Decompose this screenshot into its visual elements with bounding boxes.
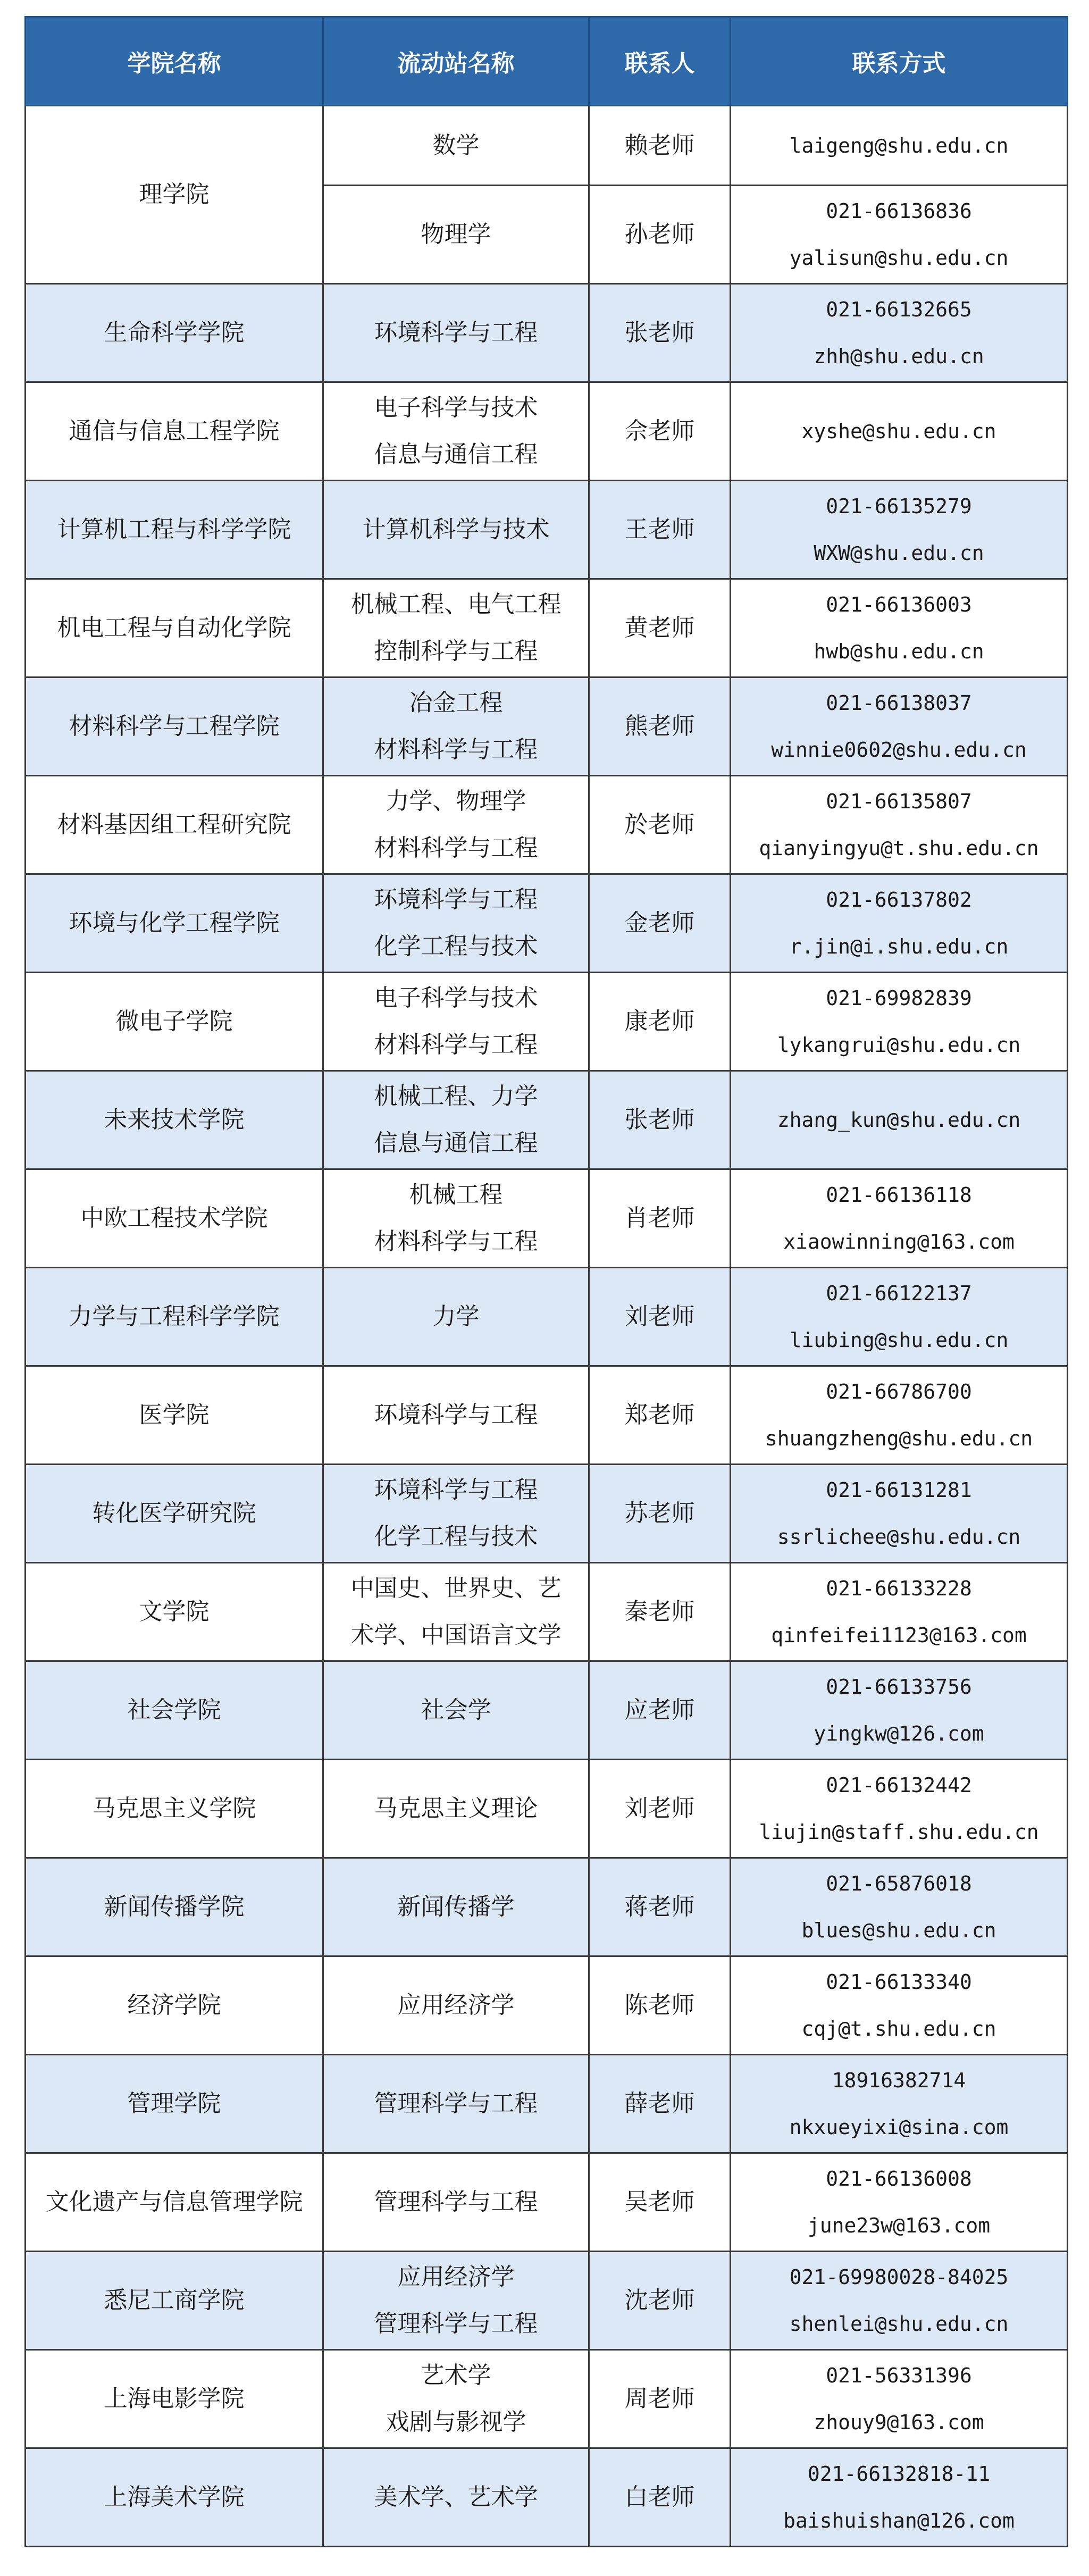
station-line: 电子科学与技术	[374, 984, 538, 1011]
table-row	[26, 1760, 1068, 1858]
college-name: 上海美术学院	[26, 2448, 323, 2547]
contact-info	[731, 1268, 1068, 1366]
contact-line: 021-66136118	[826, 1183, 972, 1207]
header-contact-person: 联系人	[589, 17, 731, 106]
table-row	[26, 1071, 1068, 1169]
contact-info	[731, 1661, 1068, 1760]
contact-line: cqj@t.shu.edu.cn	[801, 2017, 996, 2040]
station-name	[323, 382, 589, 481]
station-line: 冶金工程	[409, 689, 503, 716]
table-row	[26, 1858, 1068, 1956]
table-row	[26, 1465, 1068, 1563]
station-line: 数学	[432, 131, 480, 159]
contact-line: 021-66137802	[826, 888, 972, 911]
contact-person: 吴老师	[589, 2153, 731, 2252]
table-row	[26, 776, 1068, 874]
contact-person: 黄老师	[589, 579, 731, 678]
contact-line: zhh@shu.edu.cn	[814, 345, 984, 368]
contact-person: 张老师	[589, 284, 731, 382]
contact-person: 应老师	[589, 1661, 731, 1760]
college-name: 环境与化学工程学院	[26, 874, 323, 973]
station-line: 材料科学与工程	[374, 1031, 538, 1058]
college-name: 文学院	[26, 1563, 323, 1661]
contact-line: 021-66132665	[826, 298, 972, 321]
station-line: 信息与通信工程	[374, 1130, 538, 1157]
station-line: 材料科学与工程	[374, 834, 538, 862]
table-row	[26, 874, 1068, 973]
station-line: 机械工程	[409, 1181, 503, 1208]
contact-line: june23w@163.com	[807, 2214, 991, 2237]
contact-line: qinfeifei1123@163.com	[771, 1624, 1027, 1647]
contact-person: 金老师	[589, 874, 731, 973]
contact-info	[731, 1760, 1068, 1858]
contact-line: 021-66131281	[826, 1478, 972, 1502]
contact-line: 021-66135807	[826, 790, 972, 813]
table-row	[26, 1169, 1068, 1268]
contact-info	[731, 2055, 1068, 2153]
contact-line: lykangrui@shu.edu.cn	[777, 1033, 1021, 1057]
contact-line: liubing@shu.edu.cn	[789, 1328, 1009, 1352]
contact-info	[731, 2153, 1068, 2252]
contact-info	[731, 1366, 1068, 1465]
station-line: 应用经济学	[397, 1992, 515, 2019]
contact-line: WXW@shu.edu.cn	[814, 541, 984, 565]
table-row	[26, 106, 1068, 186]
contact-line: shuangzheng@shu.edu.cn	[765, 1427, 1033, 1450]
station-line: 控制科学与工程	[374, 638, 538, 665]
contact-line: blues@shu.edu.cn	[801, 1919, 996, 1942]
contact-person: 周老师	[589, 2350, 731, 2448]
contact-person: 刘老师	[589, 1268, 731, 1366]
contact-line: 021-66132442	[826, 1774, 972, 1797]
table-row	[26, 1661, 1068, 1760]
contact-info	[731, 776, 1068, 874]
table-row	[26, 2153, 1068, 2252]
station-line: 机械工程、力学	[374, 1083, 538, 1110]
table-row	[26, 2350, 1068, 2448]
college-name: 未来技术学院	[26, 1071, 323, 1169]
contact-line: liujin@staff.shu.edu.cn	[759, 1820, 1039, 1844]
station-line: 管理科学与工程	[374, 2090, 538, 2117]
college-name: 医学院	[26, 1366, 323, 1465]
contact-person: 秦老师	[589, 1563, 731, 1661]
college-name: 微电子学院	[26, 973, 323, 1071]
contact-line: 021-66135279	[826, 495, 972, 518]
station-name	[323, 481, 589, 579]
table-row	[26, 1563, 1068, 1661]
contact-info	[731, 382, 1068, 481]
contact-line: 021-66786700	[826, 1380, 972, 1403]
contact-person: 於老师	[589, 776, 731, 874]
station-line: 管理科学与工程	[374, 2310, 538, 2337]
contact-person: 赖老师	[589, 106, 731, 186]
station-name	[323, 2350, 589, 2448]
college-name: 中欧工程技术学院	[26, 1169, 323, 1268]
station-name	[323, 776, 589, 874]
college-name: 计算机工程与科学学院	[26, 481, 323, 579]
station-name	[323, 1858, 589, 1956]
contact-person: 蒋老师	[589, 1858, 731, 1956]
station-line: 材料科学与工程	[374, 736, 538, 763]
contact-info	[731, 1169, 1068, 1268]
contact-line: xiaowinning@163.com	[783, 1230, 1015, 1253]
station-line: 信息与通信工程	[374, 441, 538, 468]
contact-person: 陈老师	[589, 1956, 731, 2055]
contact-info	[731, 678, 1068, 776]
college-name: 机电工程与自动化学院	[26, 579, 323, 678]
table-row	[26, 481, 1068, 579]
contact-line: 021-66133340	[826, 1970, 972, 1994]
table-row	[26, 2252, 1068, 2350]
header-station: 流动站名称	[323, 17, 589, 106]
station-line: 物理学	[421, 221, 491, 248]
station-line: 术学、中国语言文学	[350, 1621, 562, 1649]
station-name	[323, 2153, 589, 2252]
contact-info	[731, 1071, 1068, 1169]
station-name	[323, 284, 589, 382]
table-row	[26, 678, 1068, 776]
station-line: 计算机科学与技术	[362, 516, 550, 543]
contact-person: 孙老师	[589, 186, 731, 284]
college-name: 力学与工程科学学院	[26, 1268, 323, 1366]
station-name	[323, 1956, 589, 2055]
contact-info	[731, 2252, 1068, 2350]
contact-person: 薛老师	[589, 2055, 731, 2153]
station-line: 力学	[432, 1303, 480, 1330]
contact-line: xyshe@shu.edu.cn	[801, 420, 996, 443]
contact-line: 021-65876018	[826, 1872, 972, 1895]
station-line: 社会学	[421, 1696, 491, 1724]
station-name	[323, 1563, 589, 1661]
station-name	[323, 106, 589, 186]
header-contact-info: 联系方式	[731, 17, 1068, 106]
contact-info	[731, 874, 1068, 973]
station-line: 美术学、艺术学	[374, 2483, 538, 2511]
station-name	[323, 1760, 589, 1858]
contact-person: 刘老师	[589, 1760, 731, 1858]
contact-line: qianyingyu@t.shu.edu.cn	[759, 837, 1039, 860]
college-name: 悉尼工商学院	[26, 2252, 323, 2350]
college-name: 管理学院	[26, 2055, 323, 2153]
station-line: 环境科学与工程	[374, 1401, 538, 1428]
contact-line: nkxueyixi@sina.com	[789, 2115, 1009, 2139]
table-row	[26, 2448, 1068, 2547]
contact-person: 苏老师	[589, 1465, 731, 1563]
header-college: 学院名称	[26, 17, 323, 106]
station-name	[323, 1465, 589, 1563]
station-name	[323, 579, 589, 678]
station-line: 环境科学与工程	[374, 886, 538, 913]
contact-info	[731, 1858, 1068, 1956]
contact-info	[731, 1563, 1068, 1661]
contact-line: zhang_kun@shu.edu.cn	[777, 1108, 1021, 1132]
college-name: 材料基因组工程研究院	[26, 776, 323, 874]
table-row	[26, 1268, 1068, 1366]
college-name: 文化遗产与信息管理学院	[26, 2153, 323, 2252]
table-row	[26, 284, 1068, 382]
contact-info	[731, 1465, 1068, 1563]
contact-person: 佘老师	[589, 382, 731, 481]
contact-line: r.jin@i.shu.edu.cn	[789, 935, 1009, 958]
station-line: 化学工程与技术	[374, 1523, 538, 1550]
contact-line: shenlei@shu.edu.cn	[789, 2312, 1009, 2336]
college-name: 通信与信息工程学院	[26, 382, 323, 481]
contact-line: baishuishan@126.com	[783, 2509, 1015, 2532]
contact-line: 021-66133756	[826, 1675, 972, 1699]
station-line: 艺术学	[421, 2362, 491, 2389]
station-line: 电子科学与技术	[374, 394, 538, 421]
contact-line: yingkw@126.com	[814, 1722, 984, 1745]
contact-line: laigeng@shu.edu.cn	[789, 133, 1009, 157]
contact-line: 021-66136836	[826, 199, 972, 223]
contact-line: 021-66138037	[826, 691, 972, 715]
contact-line: 021-56331396	[826, 2364, 972, 2387]
contact-person: 郑老师	[589, 1366, 731, 1465]
station-line: 力学、物理学	[386, 788, 526, 815]
station-name	[323, 874, 589, 973]
contact-line: yalisun@shu.edu.cn	[789, 246, 1009, 270]
station-line: 环境科学与工程	[374, 1476, 538, 1503]
station-name	[323, 973, 589, 1071]
contact-person: 沈老师	[589, 2252, 731, 2350]
contacts-document	[24, 16, 1067, 2547]
college-name: 理学院	[26, 106, 323, 284]
station-line: 戏剧与影视学	[386, 2408, 526, 2436]
college-name: 材料科学与工程学院	[26, 678, 323, 776]
station-line: 化学工程与技术	[374, 933, 538, 960]
contact-line: 021-66132818-11	[807, 2462, 991, 2486]
contact-info	[731, 106, 1068, 186]
contact-line: 021-69982839	[826, 986, 972, 1010]
header-row	[26, 17, 1068, 106]
contact-person: 白老师	[589, 2448, 731, 2547]
contact-line: winnie0602@shu.edu.cn	[771, 738, 1027, 762]
station-name	[323, 1169, 589, 1268]
station-name	[323, 2252, 589, 2350]
station-name	[323, 1366, 589, 1465]
table-row	[26, 1956, 1068, 2055]
contact-person: 王老师	[589, 481, 731, 579]
contact-info	[731, 284, 1068, 382]
station-line: 马克思主义理论	[374, 1795, 538, 1822]
station-name	[323, 1661, 589, 1760]
table-row	[26, 2055, 1068, 2153]
contact-info	[731, 579, 1068, 678]
contact-info	[731, 2448, 1068, 2547]
contact-line: 021-66136008	[826, 2167, 972, 2190]
college-name: 上海电影学院	[26, 2350, 323, 2448]
station-line: 材料科学与工程	[374, 1228, 538, 1255]
table-body	[26, 106, 1068, 2547]
college-name: 经济学院	[26, 1956, 323, 2055]
station-line: 机械工程、电气工程	[350, 591, 562, 618]
contact-info	[731, 973, 1068, 1071]
college-name: 转化医学研究院	[26, 1465, 323, 1563]
station-name	[323, 678, 589, 776]
table-row	[26, 382, 1068, 481]
contact-line: 021-66122137	[826, 1282, 972, 1305]
contact-line: zhouy9@163.com	[814, 2411, 984, 2434]
contact-info	[731, 481, 1068, 579]
contact-line: 021-66133228	[826, 1577, 972, 1600]
station-name	[323, 1268, 589, 1366]
contact-line: 021-66136003	[826, 593, 972, 616]
contact-person: 康老师	[589, 973, 731, 1071]
station-line: 管理科学与工程	[374, 2188, 538, 2215]
station-name	[323, 1071, 589, 1169]
table-header	[26, 17, 1068, 106]
contact-info	[731, 2350, 1068, 2448]
station-name	[323, 186, 589, 284]
table-row	[26, 973, 1068, 1071]
station-line: 环境科学与工程	[374, 319, 538, 346]
station-line: 新闻传播学	[397, 1893, 515, 1920]
college-name: 社会学院	[26, 1661, 323, 1760]
table-row	[26, 1366, 1068, 1465]
station-line: 中国史、世界史、艺	[350, 1575, 562, 1602]
college-name: 马克思主义学院	[26, 1760, 323, 1858]
contacts-table	[24, 16, 1068, 2547]
station-name	[323, 2448, 589, 2547]
college-name: 新闻传播学院	[26, 1858, 323, 1956]
contact-person: 熊老师	[589, 678, 731, 776]
contact-info	[731, 1956, 1068, 2055]
contact-line: ssrlichee@shu.edu.cn	[777, 1525, 1021, 1549]
contact-line: 18916382714	[832, 2069, 966, 2092]
contact-info	[731, 186, 1068, 284]
contact-line: 021-69980028-84025	[789, 2265, 1009, 2289]
station-line: 应用经济学	[397, 2263, 515, 2290]
table-row	[26, 579, 1068, 678]
contact-person: 肖老师	[589, 1169, 731, 1268]
college-name: 生命科学学院	[26, 284, 323, 382]
contact-person: 张老师	[589, 1071, 731, 1169]
station-name	[323, 2055, 589, 2153]
contact-line: hwb@shu.edu.cn	[814, 640, 984, 663]
